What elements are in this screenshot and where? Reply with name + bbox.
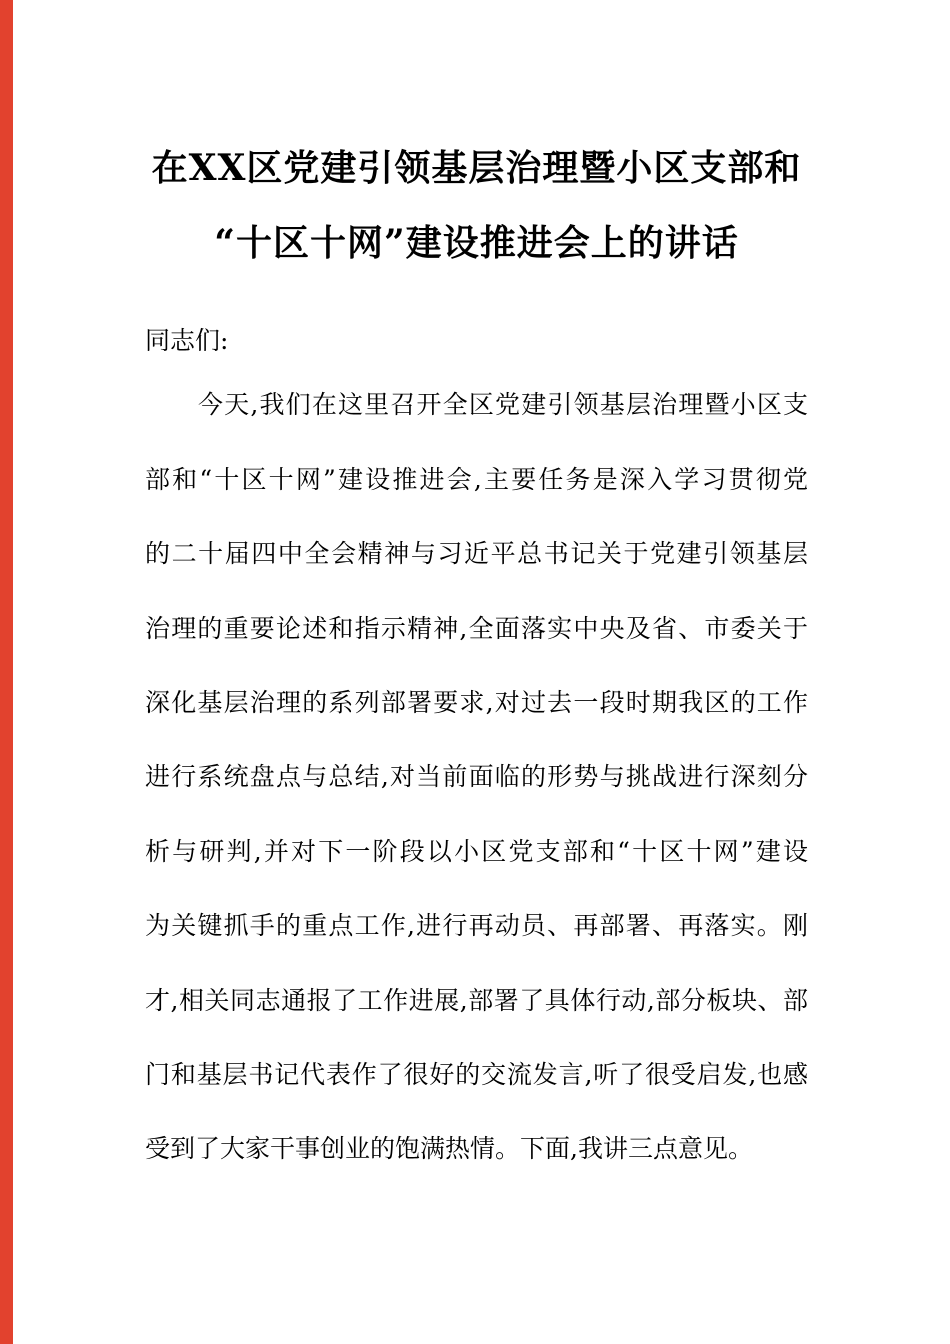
- speech-paragraph: [145, 368, 808, 1186]
- paragraph-line: 为关键抓手的重点工作,进行再动员、再部署、再落实。刚: [145, 911, 808, 941]
- document-content: [145, 0, 808, 1187]
- document-body: [145, 304, 808, 1187]
- paragraph-line: 的二十届四中全会精神与习近平总书记关于党建引领基层: [145, 539, 808, 569]
- title-line-1: 在XX区党建引领基层治理暨小区支部和: [151, 147, 802, 189]
- paragraph-line: 部和“十区十网”建设推进会,主要任务是深入学习贯彻党: [145, 464, 808, 494]
- title-line-2: “十区十网”建设推进会上的讲话: [214, 222, 739, 264]
- paragraph-line: 治理的重要论述和指示精神,全面落实中央及省、市委关于: [145, 613, 808, 643]
- paragraph-line: 今天,我们在这里召开全区党建引领基层治理暨小区支: [198, 390, 808, 420]
- paragraph-line: 受到了大家干事创业的饱满热情。下面,我讲三点意见。: [145, 1134, 753, 1164]
- document-title: [145, 0, 808, 281]
- salutation: 同志们:: [145, 326, 229, 355]
- paragraph-line: 析与研判,并对下一阶段以小区党支部和“十区十网”建设: [145, 836, 808, 866]
- left-accent-bar: [0, 0, 13, 1344]
- paragraph-line: 才,相关同志通报了工作进展,部署了具体行动,部分板块、部: [145, 985, 808, 1015]
- paragraph-line: 门和基层书记代表作了很好的交流发言,听了很受启发,也感: [145, 1059, 808, 1089]
- paragraph-line: 进行系统盘点与总结,对当前面临的形势与挑战进行深刻分: [145, 762, 808, 792]
- paragraph-line: 深化基层治理的系列部署要求,对过去一段时期我区的工作: [145, 687, 808, 717]
